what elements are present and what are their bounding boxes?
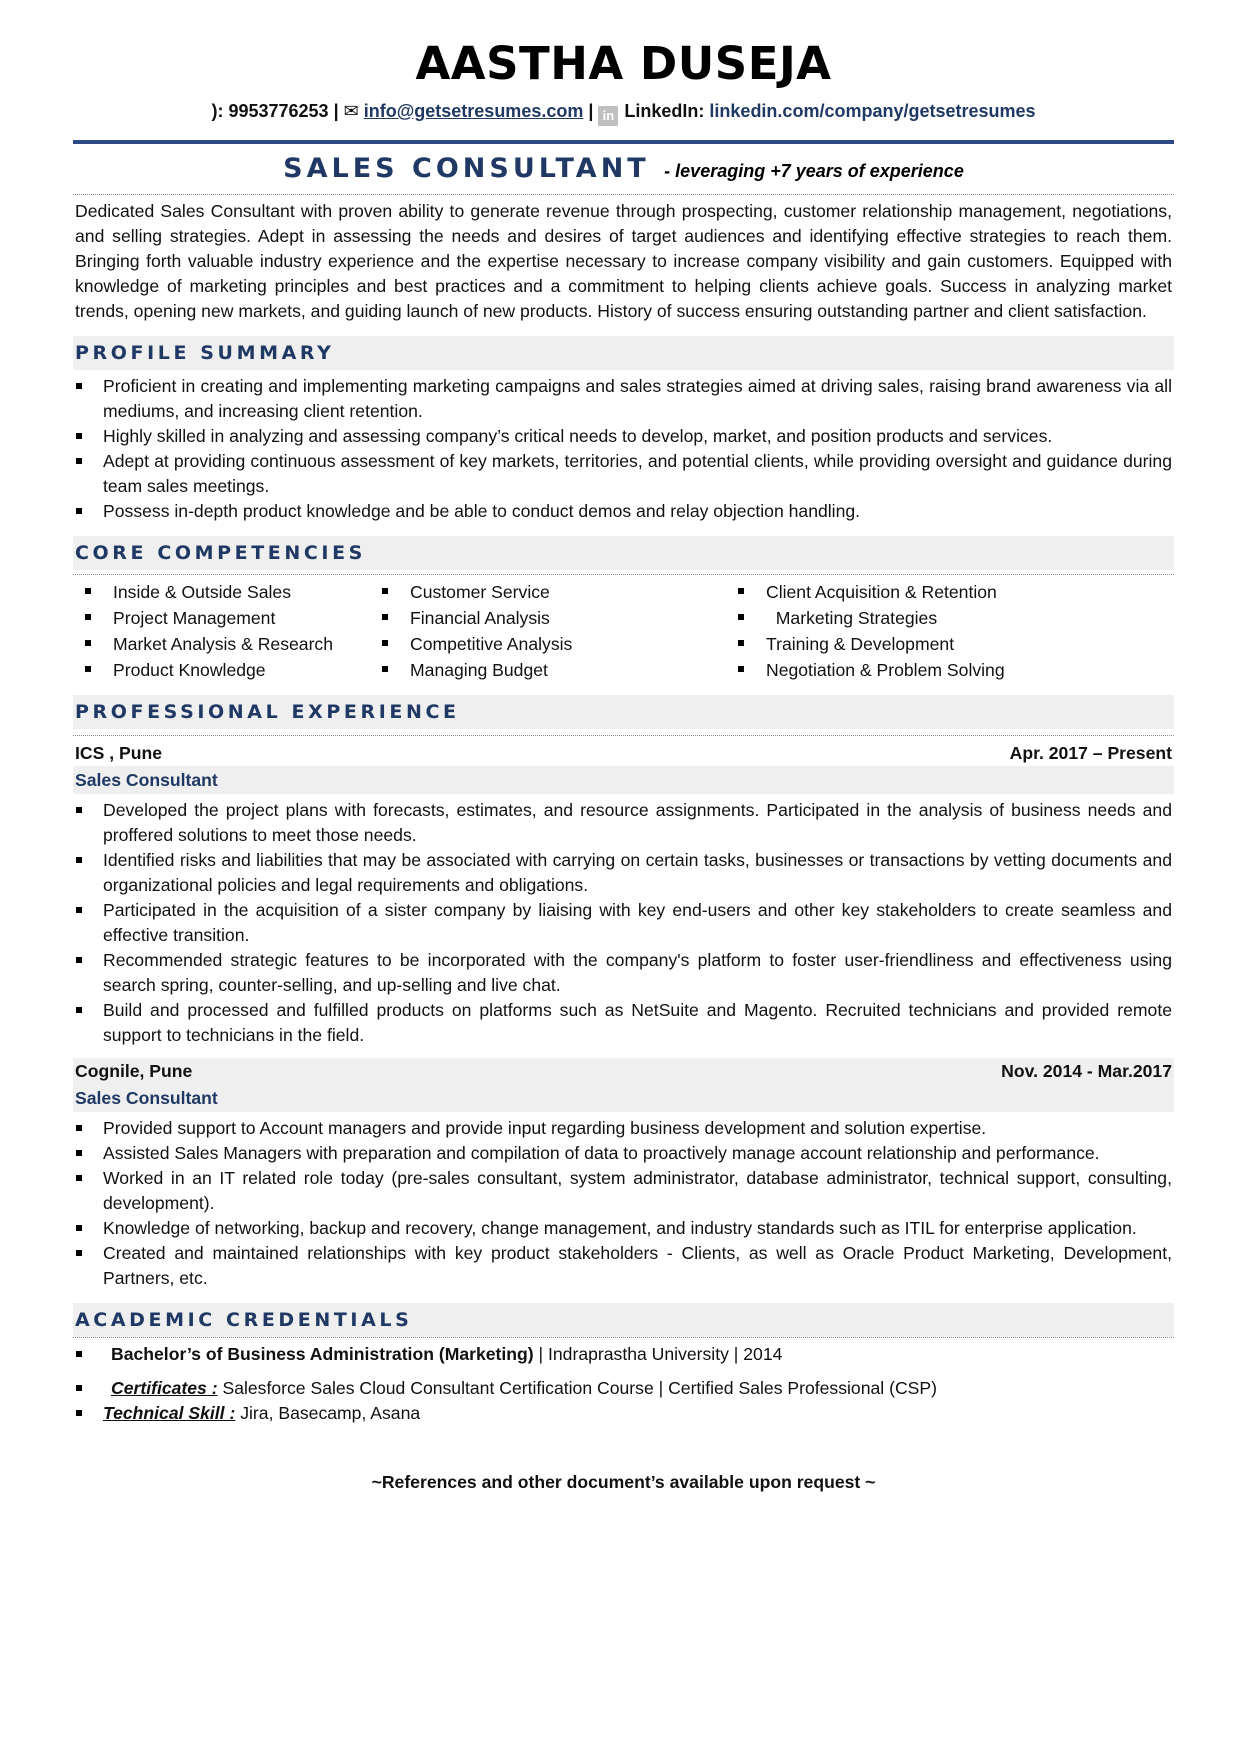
- certificates-value: Salesforce Sales Cloud Consultant Certification Course | Certified Sales Professional (CSP): [217, 1378, 937, 1398]
- header-divider: [73, 140, 1174, 144]
- linkedin-label: LinkedIn:: [624, 101, 705, 121]
- competencies-column-1: [73, 579, 370, 683]
- company-name: ICS , Pune: [75, 743, 163, 763]
- competencies-column-3: [726, 579, 1146, 683]
- dotted-divider: [73, 735, 1174, 736]
- academic-list: [73, 1337, 1174, 1426]
- candidate-name: AASTHA DUSEJA: [415, 37, 832, 90]
- separator: |: [328, 101, 344, 121]
- competency-item: Client Acquisition & Retention: [726, 579, 1146, 605]
- company-name: Cognile, Pune: [75, 1061, 193, 1081]
- email-link[interactable]: info@getsetresumes.com: [363, 101, 584, 121]
- experience-tagline: - leveraging +7 years of experience: [664, 161, 964, 181]
- section-heading-core-competencies: CORE COMPETENCIES: [73, 536, 1174, 570]
- profile-summary-list: [73, 374, 1174, 524]
- competencies-column-2: [370, 579, 726, 683]
- linkedin-link[interactable]: linkedin.com/company/getsetresumes: [709, 101, 1036, 121]
- separator: |: [583, 101, 599, 121]
- competency-item: Market Analysis & Research: [73, 631, 370, 657]
- technical-skill-label: Technical Skill :: [103, 1403, 236, 1423]
- list-item: Proficient in creating and implementing marketing campaigns and sales strategies aimed at driving sales, raising brand awareness via all mediums, and increasing client retention.: [73, 374, 1172, 424]
- job-duties-list: [73, 798, 1174, 1048]
- job-title: SALES CONSULTANT: [283, 153, 650, 184]
- list-item: Highly skilled in analyzing and assessing company’s critical needs to develop, market, and position products and services.: [73, 424, 1172, 449]
- envelope-icon: ✉: [343, 101, 359, 121]
- job-dates: Apr. 2017 – Present: [1009, 743, 1172, 763]
- resume-page: [73, 0, 1174, 1493]
- degree-name: Bachelor’s of Business Administration (Marketing): [111, 1344, 534, 1364]
- list-item: Recommended strategic features to be incorporated with the company's platform to foster user-friendliness and effectiveness using search spring, counter-selling, and up-selling and live chat.: [73, 948, 1172, 998]
- section-heading-academic: ACADEMIC CREDENTIALS: [73, 1303, 1174, 1337]
- list-item: Assisted Sales Managers with preparation and compilation of data to proactively manage account relationship and performance.: [73, 1141, 1172, 1166]
- list-item: Adept at providing continuous assessment of key markets, territories, and potential clients, while providing oversight and guidance during team sales meetings.: [73, 449, 1172, 499]
- list-item: Created and maintained relationships with key product stakeholders - Clients, as well as Oracle Product Marketing, Development, Partners, etc.: [73, 1241, 1172, 1291]
- competency-item: Customer Service: [370, 579, 726, 605]
- certificates-label: Certificates :: [111, 1378, 218, 1398]
- list-item: Worked in an IT related role today (pre-sales consultant, system administrator, database administrator, technical support, consulting, development).: [73, 1166, 1172, 1216]
- competency-item: Product Knowledge: [73, 657, 370, 683]
- degree-item: [73, 1342, 1172, 1367]
- list-item: Build and processed and fulfilled products on platforms such as NetSuite and Magento. Recruited technicians and provided remote support to technicians in the field.: [73, 998, 1172, 1048]
- contact-line: [73, 98, 1174, 124]
- job-header: [73, 740, 1174, 766]
- job-header: [73, 1058, 1174, 1084]
- section-heading-profile-summary: PROFILE SUMMARY: [73, 336, 1174, 370]
- list-item: Possess in-depth product knowledge and be able to conduct demos and relay objection handling.: [73, 499, 1172, 524]
- job-dates: Nov. 2014 - Mar.2017: [1001, 1061, 1172, 1081]
- list-item: Provided support to Account managers and provide input regarding business development and solution expertise.: [73, 1116, 1172, 1141]
- technical-skill-item: [73, 1401, 1172, 1426]
- job-role: Sales Consultant: [73, 766, 1174, 794]
- section-heading-experience: PROFESSIONAL EXPERIENCE: [73, 695, 1174, 729]
- job-role: Sales Consultant: [73, 1084, 1174, 1112]
- list-item: Identified risks and liabilities that may be associated with carrying on certain tasks, businesses or transactions by vetting documents and organizational policies and legal requirements and obligations.: [73, 848, 1172, 898]
- certificates-item: [73, 1376, 1172, 1401]
- competencies-grid: [73, 574, 1174, 683]
- list-item: Participated in the acquisition of a sister company by liaising with key end-users and other key stakeholders to create seamless and effective transition.: [73, 898, 1172, 948]
- linkedin-icon: in: [598, 106, 618, 126]
- list-item: Knowledge of networking, backup and recovery, change management, and industry standards such as ITIL for enterprise application.: [73, 1216, 1172, 1241]
- competency-item: Negotiation & Problem Solving: [726, 657, 1146, 683]
- job-duties-list: [73, 1116, 1174, 1291]
- degree-details: | Indraprastha University | 2014: [533, 1344, 783, 1364]
- phone-number: ): 9953776253: [211, 101, 329, 121]
- competency-item: Managing Budget: [370, 657, 726, 683]
- competency-item: Training & Development: [726, 631, 1146, 657]
- references-footer: ~References and other document’s available upon request ~: [371, 1472, 876, 1492]
- competency-item: Competitive Analysis: [370, 631, 726, 657]
- competency-item: Project Management: [73, 605, 370, 631]
- technical-skill-value: Jira, Basecamp, Asana: [235, 1403, 421, 1423]
- competency-item: Financial Analysis: [370, 605, 726, 631]
- dotted-divider: [73, 194, 1174, 195]
- intro-paragraph: Dedicated Sales Consultant with proven ability to generate revenue through prospecting, customer relationship management, negotiations, and selling strategies. Adept in assessing the needs and desires of target audiences and identifying effective strategies to reach them. Bringing forth valuable industry experience and the expertise necessary to increase company visibility and gain customers. Equipped with knowledge of marketing principles and best practices and a commitment to helping clients achieve goals. Success in analyzing market trends, opening new markets, and guiding launch of new products. History of success ensuring outstanding partner and client satisfaction.: [75, 201, 1172, 321]
- list-item: Developed the project plans with forecasts, estimates, and resource assignments. Participated in the analysis of business needs and proffered solutions to meet those needs.: [73, 798, 1172, 848]
- competency-item: Marketing Strategies: [726, 605, 1146, 631]
- job-entry: [73, 1058, 1174, 1291]
- job-entry: [73, 740, 1174, 1048]
- competency-item: Inside & Outside Sales: [73, 579, 370, 605]
- job-title-row: [73, 152, 1174, 186]
